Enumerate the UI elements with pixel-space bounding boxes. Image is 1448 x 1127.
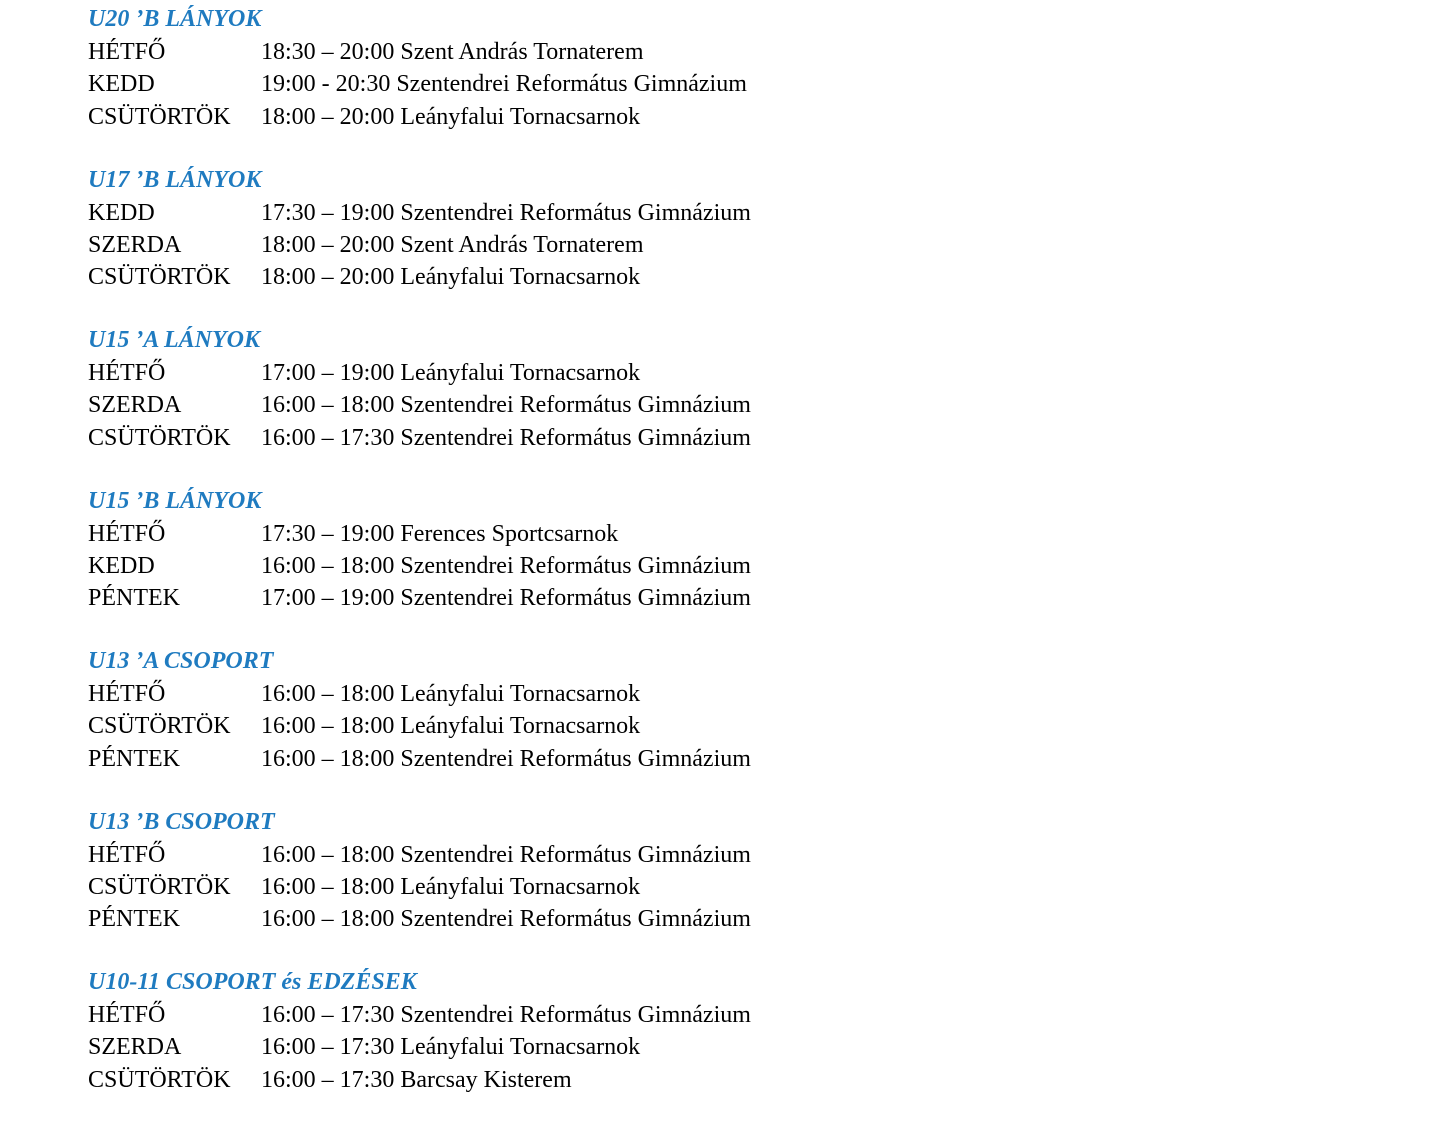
session-row — [88, 903, 1388, 935]
session-venue: Leányfalui Tornacsarnok — [400, 873, 641, 900]
session-time: 16:00 – 17:30 — [261, 1034, 395, 1061]
session-venue: Leányfalui Tornacsarnok — [400, 103, 641, 130]
session-day: KEDD — [88, 71, 155, 98]
session-row — [88, 101, 1388, 133]
session-row — [88, 999, 1388, 1031]
session-row — [88, 1031, 1388, 1063]
session-day: SZERDA — [88, 392, 182, 419]
session-venue: Szent András Tornaterem — [400, 39, 644, 65]
session-day: HÉTFŐ — [88, 1002, 166, 1028]
session-day: CSÜTÖRTÖK — [88, 264, 231, 291]
session-venue: Leányfalui Tornacsarnok — [400, 713, 641, 740]
session-day: SZERDA — [88, 1034, 182, 1061]
schedule-group — [88, 3, 1388, 164]
session-time: 16:00 – 17:30 — [261, 1002, 395, 1028]
group-title: U13 ’B CSOPORT — [88, 808, 275, 835]
session-time: 19:00 - 20:30 — [261, 71, 391, 98]
session-row — [88, 357, 1388, 389]
session-day: HÉTFŐ — [88, 39, 166, 65]
session-time: 16:00 – 18:00 — [261, 681, 395, 707]
schedule-document — [88, 3, 1388, 1127]
session-venue: Leányfalui Tornacsarnok — [400, 1034, 641, 1061]
session-row — [88, 550, 1388, 582]
session-day: KEDD — [88, 199, 155, 226]
session-day: HÉTFŐ — [88, 360, 166, 386]
session-time: 16:00 – 18:00 — [261, 552, 395, 579]
session-time: 17:00 – 19:00 — [261, 585, 395, 612]
group-title: U15 ’B LÁNYOK — [88, 487, 262, 514]
session-day: KEDD — [88, 552, 155, 579]
schedule-group — [88, 164, 1388, 325]
session-time: 16:00 – 18:00 — [261, 745, 395, 772]
schedule-group — [88, 485, 1388, 646]
schedule-group — [88, 645, 1388, 806]
schedule-group — [88, 966, 1388, 1127]
session-row — [88, 197, 1388, 229]
group-title: U17 ’B LÁNYOK — [88, 166, 262, 193]
session-venue: Szentendrei Református Gimnázium — [400, 392, 751, 419]
session-row — [88, 1064, 1388, 1096]
session-row — [88, 871, 1388, 903]
session-day: PÉNTEK — [88, 906, 180, 933]
session-day: CSÜTÖRTÖK — [88, 424, 231, 451]
group-title: U10-11 CSOPORT és EDZÉSEK — [88, 969, 417, 995]
group-title: U13 ’A CSOPORT — [88, 648, 274, 674]
session-row — [88, 839, 1388, 871]
session-venue: Szentendrei Református Gimnázium — [400, 424, 751, 451]
session-day: CSÜTÖRTÖK — [88, 1066, 231, 1093]
session-day: CSÜTÖRTÖK — [88, 103, 231, 130]
schedule-group — [88, 324, 1388, 485]
session-time: 16:00 – 17:30 — [261, 424, 395, 451]
session-venue: Szentendrei Református Gimnázium — [396, 71, 747, 98]
session-day: SZERDA — [88, 231, 182, 258]
session-row — [88, 422, 1388, 454]
session-time: 18:30 – 20:00 — [261, 39, 395, 65]
session-venue: Szentendrei Református Gimnázium — [400, 906, 751, 933]
session-venue: Leányfalui Tornacsarnok — [400, 264, 641, 291]
session-row — [88, 582, 1388, 614]
session-venue: Szentendrei Református Gimnázium — [400, 552, 751, 579]
session-venue: Szentendrei Református Gimnázium — [400, 1002, 751, 1028]
session-day: HÉTFŐ — [88, 520, 166, 547]
session-venue: Szentendrei Református Gimnázium — [400, 199, 751, 226]
group-title: U15 ’A LÁNYOK — [88, 327, 261, 353]
session-time: 16:00 – 18:00 — [261, 713, 395, 740]
session-day: PÉNTEK — [88, 745, 180, 772]
session-row — [88, 68, 1388, 100]
session-time: 17:30 – 19:00 — [261, 199, 395, 226]
session-time: 16:00 – 18:00 — [261, 841, 395, 868]
session-venue: Ferences Sportcsarnok — [400, 520, 619, 547]
session-row — [88, 518, 1388, 550]
session-time: 18:00 – 20:00 — [261, 231, 395, 258]
session-time: 16:00 – 18:00 — [261, 873, 395, 900]
session-row — [88, 261, 1388, 293]
session-day: CSÜTÖRTÖK — [88, 713, 231, 740]
session-row — [88, 229, 1388, 261]
session-row — [88, 389, 1388, 421]
session-venue: Barcsay Kisterem — [400, 1066, 572, 1093]
session-row — [88, 743, 1388, 775]
session-time: 17:30 – 19:00 — [261, 520, 395, 547]
session-venue: Szentendrei Református Gimnázium — [400, 841, 751, 868]
session-time: 18:00 – 20:00 — [261, 264, 395, 291]
session-day: CSÜTÖRTÖK — [88, 873, 231, 900]
session-day: PÉNTEK — [88, 585, 180, 612]
session-venue: Leányfalui Tornacsarnok — [400, 360, 641, 386]
session-time: 16:00 – 18:00 — [261, 906, 395, 933]
schedule-group — [88, 806, 1388, 967]
session-venue: Leányfalui Tornacsarnok — [400, 681, 641, 707]
session-time: 18:00 – 20:00 — [261, 103, 395, 130]
session-venue: Szent András Tornaterem — [400, 231, 644, 258]
session-time: 16:00 – 18:00 — [261, 392, 395, 419]
session-venue: Szentendrei Református Gimnázium — [400, 585, 751, 612]
session-row — [88, 678, 1388, 710]
group-title: U20 ’B LÁNYOK — [88, 6, 262, 32]
session-day: HÉTFŐ — [88, 841, 166, 868]
session-time: 16:00 – 17:30 — [261, 1066, 395, 1093]
session-day: HÉTFŐ — [88, 681, 166, 707]
session-time: 17:00 – 19:00 — [261, 360, 395, 386]
session-row — [88, 710, 1388, 742]
session-venue: Szentendrei Református Gimnázium — [400, 745, 751, 772]
session-row — [88, 36, 1388, 68]
